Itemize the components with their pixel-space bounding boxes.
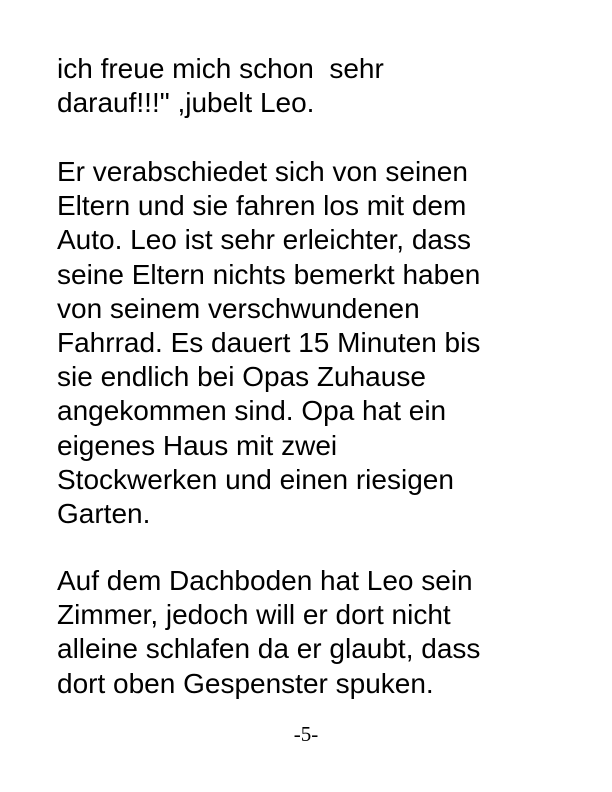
paragraph-2 bbox=[57, 155, 587, 531]
text-line: Auto. Leo ist sehr erleichter, dass bbox=[57, 224, 471, 256]
paragraph-1 bbox=[57, 52, 587, 120]
text-line: angekommen sind. Opa hat ein bbox=[57, 395, 447, 427]
paragraph-3 bbox=[57, 564, 587, 701]
text-line: sie endlich bei Opas Zuhause bbox=[57, 361, 426, 393]
text-line: alleine schlafen da er glaubt, dass bbox=[57, 633, 481, 665]
text-line: eigenes Haus mit zwei bbox=[57, 429, 338, 461]
text-line: Zimmer, jedoch will er dort nicht bbox=[57, 599, 451, 631]
text-line: von seinem verschwundenen bbox=[57, 292, 420, 324]
text-line: Er verabschiedet sich von seinen bbox=[57, 156, 468, 187]
text-line: seine Eltern nichts bemerkt haben bbox=[57, 258, 481, 290]
text-line: Garten. bbox=[57, 498, 151, 530]
text-line: Stockwerken und einen riesigen bbox=[57, 463, 454, 495]
text-line: Eltern und sie fahren los mit dem bbox=[57, 190, 467, 222]
text-line: Fahrrad. Es dauert 15 Minuten bis bbox=[57, 327, 481, 359]
text-line: dort oben Gespenster spuken. bbox=[57, 667, 434, 699]
text-line: ich freue mich schon sehr bbox=[57, 53, 384, 84]
text-line: darauf!!!" ,jubelt Leo. bbox=[57, 87, 315, 119]
text-line: Auf dem Dachboden hat Leo sein bbox=[57, 565, 473, 596]
page-number: -5- bbox=[293, 722, 319, 746]
